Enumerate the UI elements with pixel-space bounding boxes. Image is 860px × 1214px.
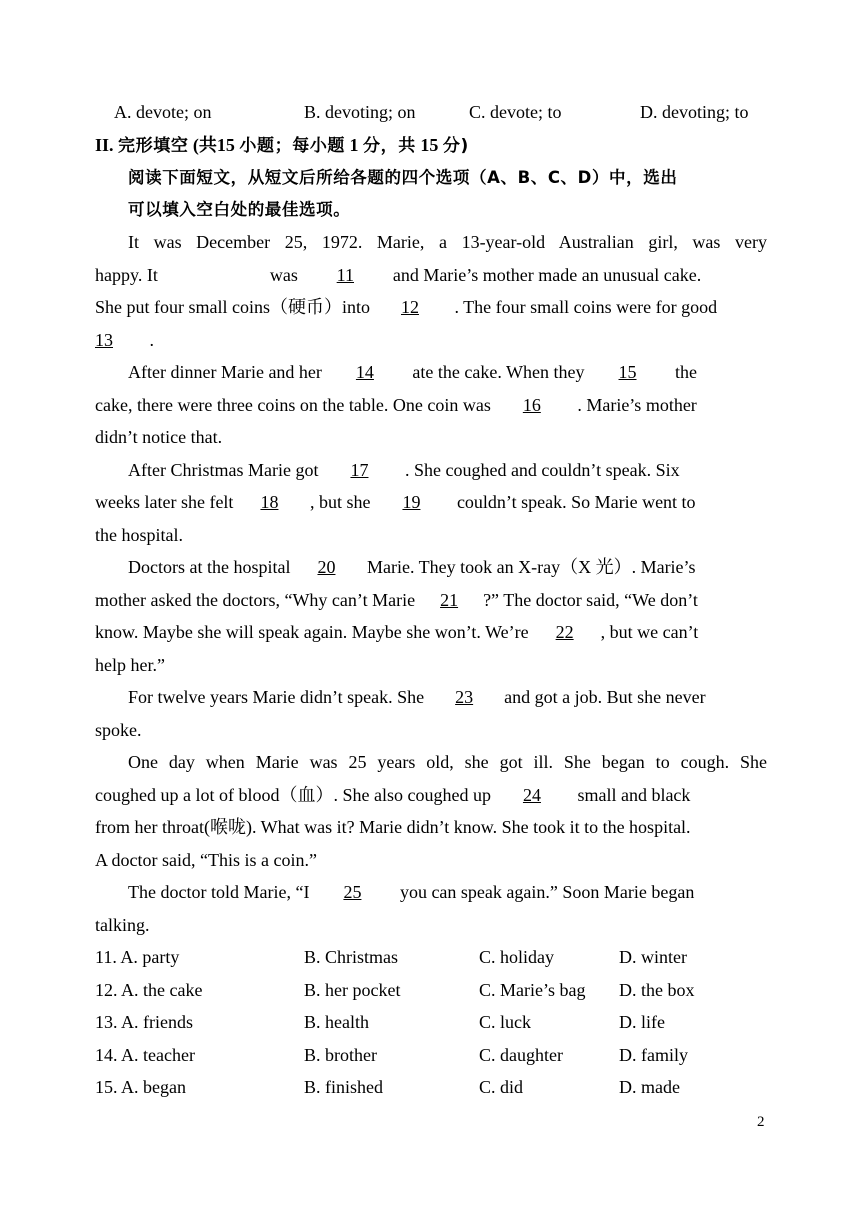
question-13-option-c: C. luck [479,1012,531,1032]
passage-text: The doctor told Marie, “I [128,882,310,902]
blank-12: 12 [400,297,419,317]
question-13-option-b: B. health [304,1012,369,1032]
question-15-option-b: B. finished [304,1077,383,1097]
passage-line [95,328,767,352]
section-count: 15 [216,135,235,155]
question-13-option-a: 13. A. friends [95,1012,193,1032]
blank-25: 25 [343,882,362,902]
passage-line [95,295,767,319]
passage-text: . The four small coins were for good [454,297,718,317]
prev-option-b: B. devoting; on [304,102,416,122]
blank-13: 13 [95,330,113,350]
passage-line: spoke. [95,720,142,740]
question-15-option-a: 15. A. began [95,1077,186,1097]
question-14-option-c: C. daughter [479,1045,563,1065]
passage-line [128,685,767,709]
question-11-option-d: D. winter [619,947,687,967]
question-15-option-d: D. made [619,1077,680,1097]
question-14-option-d: D. family [619,1045,688,1065]
passage-text: happy. It [95,265,158,285]
passage-line [95,263,767,287]
question-11-option-a: 11. A. party [95,947,180,967]
passage-text: Marie. They took an X-ray（X 光）. Marie’s [366,557,696,577]
passage-line [95,490,767,514]
question-13-option-d: D. life [619,1012,665,1032]
passage-line [128,880,767,904]
passage-text: . She coughed and couldn’t speak. Six [404,460,680,480]
passage-line [95,620,767,644]
passage-line [95,588,767,612]
section-points-each: 1 [349,135,359,155]
question-12-option-d: D. the box [619,980,695,1000]
instruction-line-1: 阅读下面短文，从短文后所给各题的四个选项（A、B、C、D）中，选出 [128,168,678,187]
blank-14: 14 [355,362,374,382]
passage-text: was [269,265,298,285]
passage-text: For twelve years Marie didn’t speak. She [128,687,425,707]
passage-text: ?” The doctor said, “We don’t [483,590,698,610]
passage-line [95,393,767,417]
blank-15: 15 [618,362,637,382]
question-12-option-c: C. Marie’s bag [479,980,586,1000]
passage-text: mother asked the doctors, “Why can’t Marie [95,590,416,610]
passage-line: One day when Marie was 25 years old, she got ill. She began to cough. She [128,752,767,772]
question-12-option-b: B. her pocket [304,980,401,1000]
passage-line [128,458,767,482]
section-detail-a: (共 [192,135,217,155]
passage-line: didn’t notice that. [95,427,223,447]
question-15-option-c: C. did [479,1077,524,1097]
section-heading [95,133,767,158]
passage-text: She put four small coins（硬币）into [95,297,370,317]
question-14-option-a: 14. A. teacher [95,1045,195,1065]
passage-text: coughed up a lot of blood（血）. She also coughed up [95,785,491,805]
prev-option-d: D. devoting; to [640,102,749,122]
question-11-option-c: C. holiday [479,947,554,967]
blank-19: 19 [402,492,421,512]
passage-text: the [675,362,698,382]
blank-16: 16 [522,395,541,415]
instruction-line-2: 可以填入空白处的最佳选项。 [128,200,351,219]
passage-text: weeks later she felt [95,492,234,512]
blank-23: 23 [455,687,474,707]
passage-line [95,783,767,807]
question-14-option-b: B. brother [304,1045,377,1065]
passage-text: Doctors at the hospital [128,557,291,577]
blank-20: 20 [317,557,336,577]
blank-21: 21 [440,590,459,610]
section-number: II. [95,135,114,155]
section-detail-b: 小题；每小题 [239,136,346,156]
blank-18: 18 [260,492,279,512]
passage-text: and Marie’s mother made an unusual cake. [392,265,702,285]
passage-text: cake, there were three coins on the table. One coin was [95,395,491,415]
passage-text: know. Maybe she will speak again. Maybe she won’t. We’re [95,622,529,642]
section-title: 完形填空 [118,136,189,156]
blank-24: 24 [522,785,541,805]
passage-line [128,360,767,384]
passage-text: . Marie’s mother [577,395,697,415]
section-detail-d: 分) [442,136,469,156]
passage-text: After dinner Marie and her [128,362,322,382]
page-number: 2 [757,1114,765,1130]
passage-text: , but we can’t [600,622,699,642]
passage-line: the hospital. [95,525,183,545]
passage-line: from her throat(喉咙). What was it? Marie didn’t know. She took it to the hospital. [95,817,691,837]
passage-line: help her.” [95,655,165,675]
passage-text: you can speak again.” Soon Marie began [399,882,695,902]
passage-text: couldn’t speak. So Marie went to [456,492,696,512]
passage-line [128,555,767,579]
section-total: 15 [420,135,439,155]
blank-17: 17 [350,460,369,480]
question-12-option-a: 12. A. the cake [95,980,203,1000]
passage-text: and got a job. But she never [504,687,706,707]
blank-11: 11 [336,265,354,285]
passage-text: . [149,330,154,350]
blank-22: 22 [555,622,574,642]
passage-text: , but she [309,492,371,512]
passage-line: A doctor said, “This is a coin.” [95,850,317,870]
passage-text: small and black [577,785,691,805]
question-11-option-b: B. Christmas [304,947,399,967]
passage-line: It was December 25, 1972. Marie, a 13-year-old Australian girl, was very [128,232,767,252]
section-detail-c: 分，共 [363,136,416,156]
passage-text: ate the cake. When they [412,362,585,382]
passage-line: talking. [95,915,150,935]
prev-option-c: C. devote; to [469,102,562,122]
passage-text: After Christmas Marie got [128,460,319,480]
prev-option-a: A. devote; on [114,102,212,122]
